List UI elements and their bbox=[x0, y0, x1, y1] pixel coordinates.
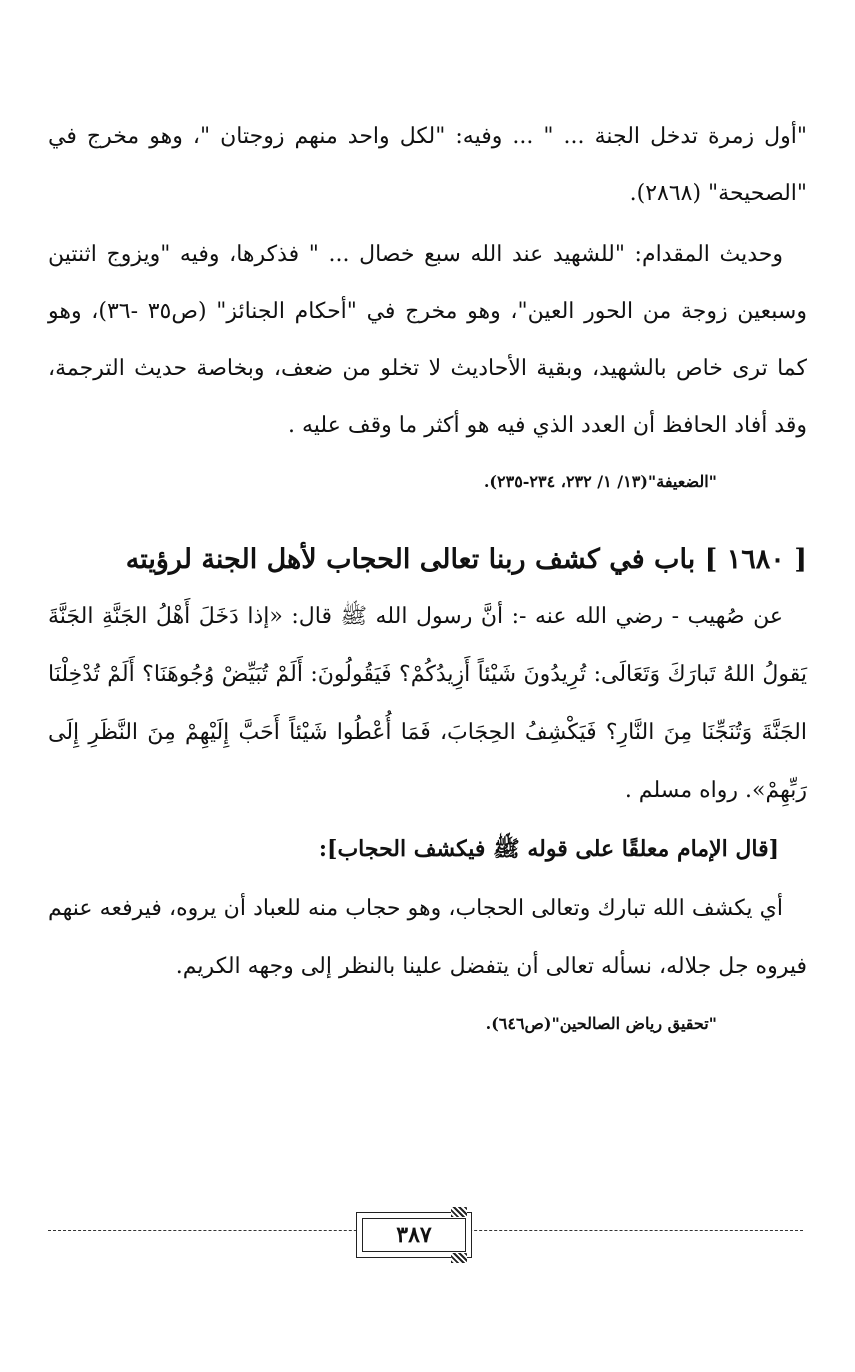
intro-source-citation: "الضعيفة"(١٣/ ١/ ٢٣٢، ٢٣٤-٢٣٥). bbox=[483, 472, 717, 491]
page-footer bbox=[48, 1212, 803, 1262]
chapter-heading: [ ١٦٨٠ ] باب في كشف ربنا تعالى الحجاب لأهل الجنة لرؤيته bbox=[125, 544, 807, 575]
page-number-frame bbox=[356, 1212, 472, 1258]
hadith-text: عن صُهيب - رضي الله عنه -: أنَّ رسول الله ﷺ قال: «إذا دَخَلَ أَهْلُ الجَنَّةِ الجَنَّةَ يَقولُ اللهُ تَبارَكَ وَتَعَالَى: تُرِيدُونَ شَيْئاً أَزِيدُكُمْ؟ فَيَقُولُونَ: أَلَمْ تُبَيِّضْ وُجُوهَنَا؟ أَلَمْ تُدْخِلْنَا الجَنَّةَ وَتُنَجِّنَا مِنَ النَّارِ؟ فَيَكْشِفُ الحِجَابَ، فَمَا أُعْطُوا شَيْئاً أَحَبَّ إِلَيْهِمْ مِنَ النَّظَرِ إِلَى رَبِّهِمْ». رواه مسلم . bbox=[48, 604, 807, 803]
commentary-subheading: [قال الإمام معلقًا على قوله ﷺ فيكشف الحجاب]: bbox=[318, 836, 779, 862]
commentary-text: أي يكشف الله تبارك وتعالى الحجاب، وهو حجاب منه للعباد أن يروه، فيرفعه عنهم فيروه جل جلاله، نسأله تعالى أن يتفضل علينا بالنظر إلى وجهه الكريم. bbox=[48, 896, 807, 979]
frame-ornament-top-icon bbox=[451, 1207, 467, 1217]
page-number: ٣٨٧ bbox=[396, 1222, 432, 1248]
intro-paragraph-1: "أول زمرة تدخل الجنة ... " ... وفيه: "لكل واحد منهم زوجتان "، وهو مخرج في "الصحيحة" (٢٨٦٨). bbox=[48, 124, 807, 206]
chapter-source-citation: "تحقيق رياض الصالحين"(ص٦٤٦). bbox=[485, 1014, 717, 1033]
intro-paragraph-2: وحديث المقدام: "للشهيد عند الله سبع خصال ... " فذكرها، وفيه "ويزوج اثنتين وسبعين زوجة من الحور العين"، وهو مخرج في "أحكام الجنائز" (ص٣٥ -٣٦)، وهو كما ترى خاص بالشهيد، وبقية الأحاديث لا تخلو من ضعف، وبخاصة حديث الترجمة، وقد أفاد الحافظ أن العدد الذي فيه هو أكثر ما وقف عليه . bbox=[48, 242, 807, 438]
frame-ornament-bottom-icon bbox=[451, 1253, 467, 1263]
